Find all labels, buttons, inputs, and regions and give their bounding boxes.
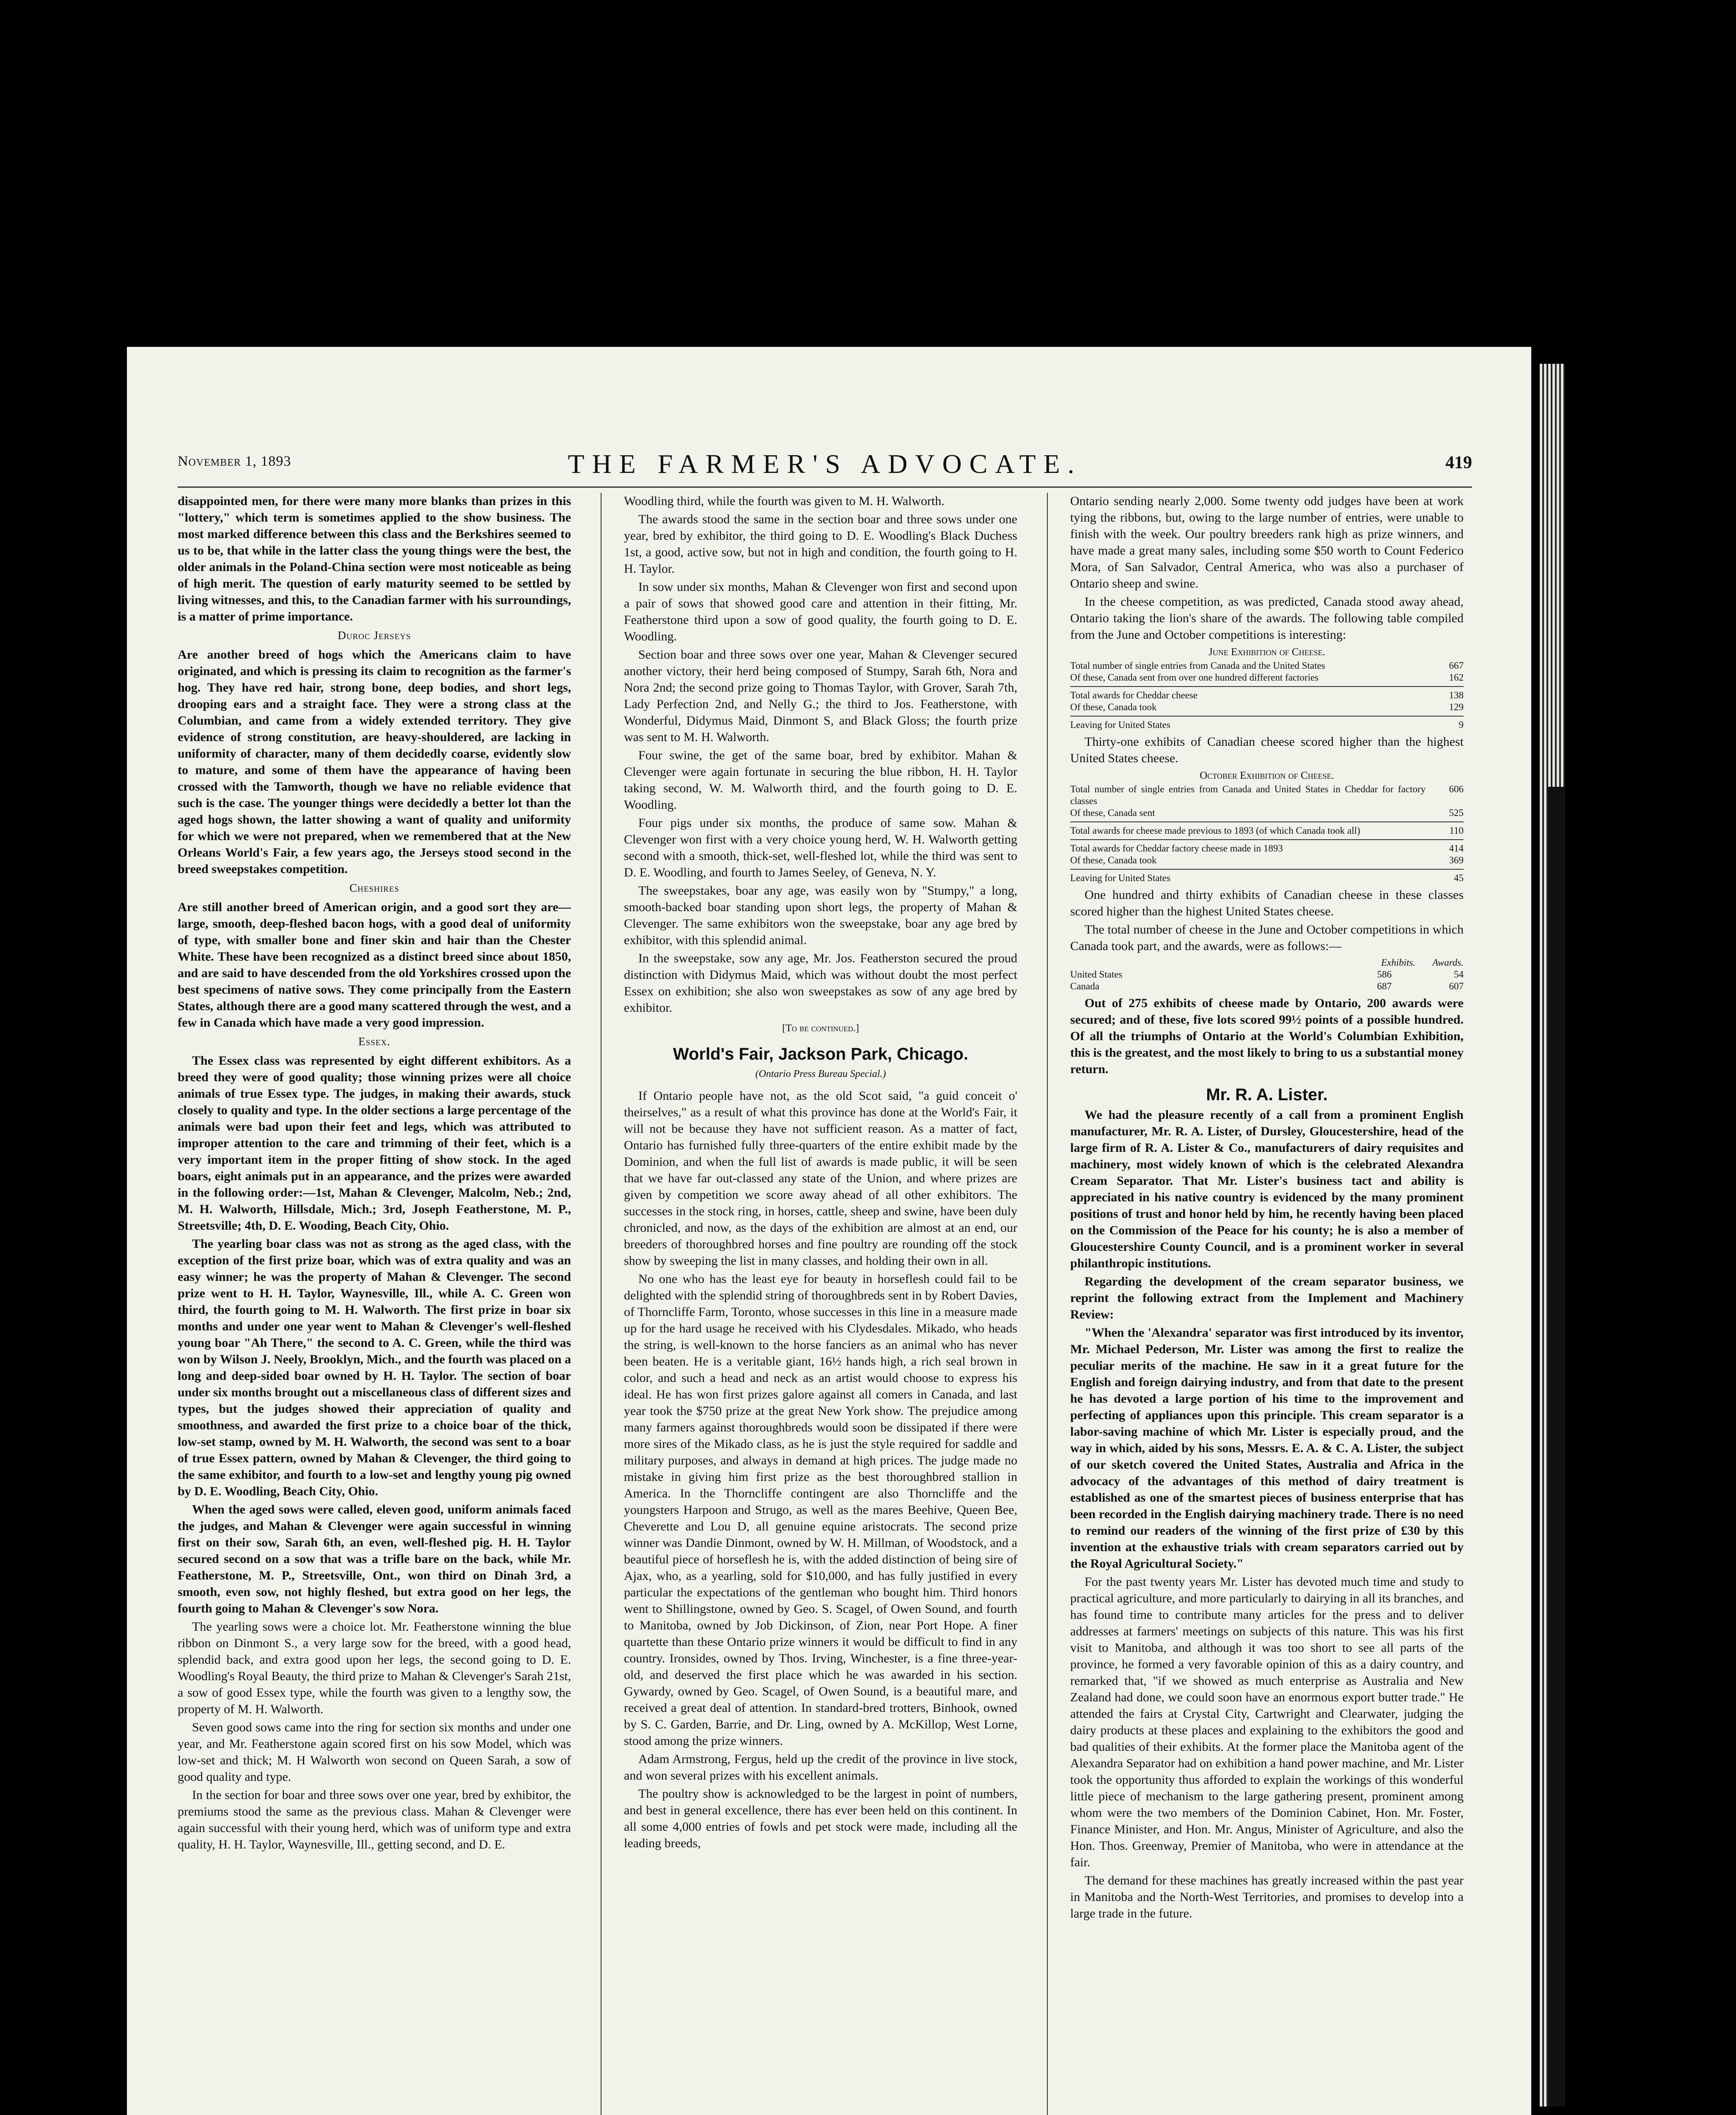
paragraph: Are another breed of hogs which the Americans claim to have originated, and which is pressing its claim to recognition as the farmer's hog. They have red hair, strong bone, deep bodies, and short legs, drooping ears and a straight face. They were a strong class at the Columbian, and came from a widely extended territory. They give evidence of strong constitution, are heavy-shouldered, are lacking in uniformity of character, many of them decidedly coarse, evidently slow to mature, and some of them have the appearance of having been crossed with the Tamworth, though we have no reliable evidence that such is the case. The younger things were decidedly a better lot than the aged hogs shown, the latter showing a want of quality and uniformity for which we were not prepared, when we remembered that at the New Orleans World's Fair, a few years ago, the Jerseys stood second in the breed sweepstakes competition. (178, 648, 571, 876)
row-label: Of these, Canada took (1070, 702, 1157, 712)
row-label: Total awards for Cheddar factory cheese made in 1893 (1070, 843, 1283, 854)
paragraph: Four pigs under six months, the produce of same sow. Mahan & Clevenger won first with a very choice young herd, W. H. Walworth getting second with a smooth, thick-set, well-fleshed lot, while the third was sent to D. E. Woodling, and fourth to James Seeley, of Geneva, N. Y. (624, 816, 1017, 879)
paragraph: The total number of cheese in the June and October competitions in which Canada took part, and the awards, were as follows:— (1070, 923, 1464, 953)
paragraph: The Essex class was represented by eight different exhibitors. As a breed they were of good quality; those winning prizes were all choice animals of true Essex type. The judges, in making their awards, stuck closely to quality and type. In the older sections a large percentage of the animals were bad upon their feet and legs, which was attributed to improper attention to the care and trimming of their feet, which is a very important item in the proper fitting of show stock. In the aged boars, eight animals put in an appearance, and the prizes were awarded in the following order:—1st, Mahan & Clevenger, Malcolm, Neb.; 2nd, M. H. Walworth, Hillsdale, Mich.; 3rd, Joseph Featherstone, M. P., Streetsville; 4th, D. E. Wooding, Beach City, Ohio. (178, 1054, 571, 1233)
masthead-rule (178, 486, 1472, 488)
row-label: Total awards for cheese made previous to 1893 (of which Canada took all) (1070, 825, 1360, 836)
paragraph: The demand for these machines has greatly increased within the past year in Manitoba and the North-West Territories, and promises to develop into a large trade in the future. (1070, 1873, 1464, 1920)
awards-value: 607 (1449, 981, 1464, 992)
paragraph: Are still another breed of American origin, and a good sort they are—large, smooth, deep-fleshed bacon hogs, with a good deal of uniformity of type, with smaller bone and finer skin and hair than the Chester White. These have been recognized as a distinct breed since about 1850, and are said to have descended from the old Yorkshires crossed upon the best specimens of native sows. They come principally from the Eastern States, although there are a good many scattered through the west, and a few in Canada which have made a very good impression. (178, 900, 571, 1030)
row-values (1354, 969, 1464, 981)
page-edge-shadow (1548, 787, 1565, 2107)
paragraph: The sweepstakes, boar any age, was easily won by "Stumpy," a long, smooth-backed boar standing upon short legs, the property of Mahan & Clevenger. The same exhibitors won the sweepstake, boar any age bred by exhibitor, with this splendid animal. (624, 884, 1017, 947)
paragraph: In the sweepstake, sow any age, Mr. Jos. Featherston secured the proud distinction with Didymus Maid, which was without doubt the most perfect Essex on exhibition; she also won sweepstakes as sow of any age bred by exhibitor. (624, 951, 1017, 1015)
paragraph: "When the 'Alexandra' separator was first introduced by its inventor, Mr. Michael Pederson, Mr. Lister was among the first to realize the peculiar merits of the machine. He saw in it a great future for the English and foreign dairying industry, and from that date to the present he has devoted a large portion of his time to the improvement and perfecting of appliances upon this principle. This cream separator is a labor-saving machine of which Mr. Lister is especially proud, and the way in which, aided by his sons, Messrs. E. A. & C. A. Lister, the subject of our sketch covered the United States, Australia and Africa in the advocacy of the advantages of this method of dairy treatment is established as one of the smartest pieces of business enterprise that has been recorded in the English dairying machinery trade. There is no need to remind our readers of the winning of the first prize of £30 by this invention at the exhaustive trials with cream separators carried out by the Royal Agricultural Society." (1070, 1326, 1464, 1571)
row-value: 138 (1449, 690, 1464, 700)
row-value: 9 (1459, 720, 1464, 730)
masthead (178, 448, 1472, 482)
row-value: 129 (1449, 702, 1464, 712)
column-1 (178, 493, 571, 2115)
awards-value: 54 (1454, 969, 1464, 980)
october-cheese-table (1070, 770, 1464, 884)
row-value: 525 (1449, 808, 1464, 818)
section-heading-cheshires: Cheshires (349, 882, 399, 894)
row-label: Total number of single entries from Canada and United States in Cheddar for factory classes (1070, 784, 1426, 806)
table-rule (1070, 716, 1464, 717)
paragraph: The yearling sows were a choice lot. Mr. Featherstone winning the blue ribbon on Dinmont S., a very large sow for the breed, with a good head, splendid back, and extra good upon her legs, the second going to D. E. Woodling's Royal Beauty, the third prize to Mahan & Clevenger's Sarah 21st, a sow of good Essex type, while the fourth was given to a lengthy sow, the property of M. H. Walworth. (178, 1620, 571, 1716)
paragraph: When the aged sows were called, eleven good, uniform animals faced the judges, and Mahan & Clevenger were again successful in winning first on their sow, Sarah 6th, an even, well-fleshed pig. H. H. Taylor secured second on a sow that was a trifle bare on the back, while Mr. Featherstone, M. P., Streetsville, Ont., won third on Dinah 3rd, a smooth, even sow, not highly fleshed, but extra good on her legs, the fourth going to Mahan & Clevenger's sow Nora. (178, 1502, 571, 1615)
cheese-totals-table (1070, 957, 1464, 992)
paragraph: Woodling third, while the fourth was given to M. H. Walworth. (624, 494, 945, 508)
table-row (1070, 825, 1464, 837)
table-row (1070, 872, 1464, 884)
table-caption: June Exhibition of Cheese. (1209, 646, 1325, 658)
table-row (1070, 719, 1464, 731)
table-row (1070, 701, 1464, 713)
row-values (1354, 981, 1464, 992)
row-value: 162 (1449, 672, 1464, 683)
row-label: Leaving for United States (1070, 873, 1170, 883)
paragraph: Regarding the development of the cream separator business, we reprint the following extract from the Implement and Machinery Review: (1070, 1274, 1464, 1321)
table-row (1070, 981, 1464, 992)
exhibits-value: 586 (1377, 969, 1392, 980)
article-byline: (Ontario Press Bureau Special.) (755, 1068, 886, 1079)
june-cheese-table (1070, 646, 1464, 731)
column-header: Exhibits. (1381, 957, 1416, 968)
paragraph: The poultry show is acknowledged to be the largest in point of numbers, and best in general excellence, there has ever been held on this continent. In all some 4,000 entries of fowls and pet stock were made, including all the leading breeds, (624, 1787, 1017, 1850)
newspaper-page (127, 347, 1531, 2115)
table-row (1070, 807, 1464, 819)
row-value: 110 (1449, 825, 1464, 836)
paragraph: Ontario sending nearly 2,000. Some twenty odd judges have been at work tying the ribbons, but, owing to the large number of entries, were unable to finish with the week. Our poultry breeders rank high as prize winners, and have made a great many sales, including some $50 worth to Count Federico Mora, of San Salvador, Central America, who was also a purchaser of Ontario sheep and swine. (1070, 494, 1464, 591)
column-header: Awards. (1432, 957, 1464, 968)
column-divider (601, 493, 602, 2115)
row-label: Canada (1070, 981, 1099, 992)
column-3 (1070, 493, 1464, 2115)
table-row (1070, 672, 1464, 684)
table-rule (1070, 839, 1464, 840)
table-rule (1070, 686, 1464, 687)
row-label: Of these, Canada took (1070, 855, 1157, 865)
row-label: Of these, Canada sent from over one hundred different factories (1070, 672, 1319, 683)
row-value: 414 (1449, 843, 1464, 854)
row-value: 667 (1449, 660, 1464, 671)
row-label: Total awards for Cheddar cheese (1070, 690, 1198, 700)
paragraph: The awards stood the same in the section boar and three sows under one year, bred by exhibitor, the third going to D. E. Woodling's Black Duchess 1st, a good, active sow, but not in high and condition, the fourth going to H. H. Taylor. (624, 512, 1017, 576)
exhibits-value: 687 (1377, 981, 1392, 992)
paragraph: No one who has the least eye for beauty in horseflesh could fail to be delighted with the splendid string of thoroughbreds sent in by Robert Davies, of Thorncliffe Farm, Toronto, whose successes in this line in a measure made up for the hard usage he received with his Clydesdales. Mikado, who heads the string, is well-known to the horse fanciers as an animal who has never been beaten. He is a veritable giant, 16½ hands high, a rich seal brown in color, and such a head and neck as an artist would choose to express his ideal. He has won first prizes galore against all comers in Canada, and last year took the $750 prize at the great New York show. The prejudice among many farmers against thoroughbreds would soon be dissipated if there were more sires of the Mikado class, as he is just the style required for saddle and military purposes, and always in demand at high prices. The judge made no mistake in giving him first prize as the best thoroughbred stallion in America. In the Thorncliffe contingent are also Thorncliffe and the youngsters Harpoon and Strugo, as well as the mares Beehive, Queen Bee, Cheverette and Lou D, all genuine equine aristocrats. The second prize winner was Dandie Dinmont, owned by W. H. Millman, of Woodstock, and a beautiful piece of horseflesh he is, with the added distinction of being sire of Ajax, who, as a yearling, sold for $10,000, and has fully justified in every particular the expectations of the gentleman who bought him. Third honors went to Shillingstone, owned by Geo. S. Scagel, of Owen Sound, and fourth to Manitoba, owned by Job Dickinson, of Zion, near Port Hope. A finer quartette than these Ontario prize winners it would be difficult to find in any country. Ironsides, owned by Thos. Irving, Winchester, is a fine three-year-old, and deserved the first place which he was awarded in his section. Gywardy, owned by Geo. Scagel, of Owen Sound, is a beautiful mare, and received a great deal of attention. In standard-bred trotters, Binhook, owned by S. C. Garden, Barrie, and Dr. Ling, owned by A. McKillop, West Lorne, stood among the prize winners. (624, 1272, 1017, 1748)
paragraph: For the past twenty years Mr. Lister has devoted much time and study to practical agriculture, and more particularly to dairying in all its branches, and has found time to contribute many articles for the press and to deliver addresses at farmers' meetings on subjects of this nature. This was his first visit to Manitoba, and although it was too short to see all parts of the province, he formed a very favorable opinion of this as a dairy country, and remarked that, "if we showed as much enterprise as Australia and New Zealand had done, we could soon have an enormous export butter trade." He attended the fairs at Crystal City, Cartwright and Clearwater, judging the dairy products at these places and explaining to the exhibitors the good and bad qualities of their exhibits. At the former place the Manitoba agent of the Alexandra Separator had on exhibition a hand power machine, and Mr. Lister took the opportunity thus afforded to explain the workings of this wonderful little piece of mechanism to the large gathering present, prominent among whom were the two members of the Dominion Cabinet, Hon. Mr. Foster, Finance Minister, and Hon. Mr. Angus, Minister of Agriculture, and also the Hon. Thos. Greenway, Premier of Manitoba, who were in attendance at the fair. (1070, 1575, 1464, 1869)
paragraph: Thirty-one exhibits of Canadian cheese scored higher than the highest United States cheese. (1070, 735, 1464, 765)
paragraph: disappointed men, for there were many more blanks than prizes in this "lottery," which term is sometimes applied to the show business. The most marked difference between this class and the Berkshires seemed to us to be, that while in the latter class the young things were the best, the older animals in the Poland-China section were most noticeable as being of high merit. The question of early maturity seemed to be settled by living witnesses, and this, to the Canadian farmer with his surroundings, is a matter of prime importance. (178, 494, 571, 624)
paragraph: The yearling boar class was not as strong as the aged class, with the exception of the first prize boar, which was of extra quality and was an easy winner; he was the property of Mahan & Clevenger. The second prize went to H. H. Taylor, Waynesville, Ill., while A. C. Green won third, the fourth going to M. H. Walworth. The first prize in boar six months and under one year went to Mahan & Clevenger's well-fleshed young boar "Ah There," the second to A. C. Green, while the third was won by Wilson J. Neely, Brooklyn, Mich., and the fourth was placed on a long and deep-sided boar owned by H. H. Taylor. The section of boar under six months brought out a miscellaneous class of different sizes and types, but the judges showed their appreciation of quality and smoothness, and awarded the first prize to a choice boar of the thick, low-set stamp, owned by M. H. Walworth, the second was sent to a boar of true Essex pattern, owned by Mahan & Clevenger, the third going to the same exhibitor, and fourth to a low-set and lengthy young pig owned by D. E. Woodling, Beach City, Ohio. (178, 1237, 571, 1498)
section-heading-duroc: Duroc Jerseys (338, 629, 411, 642)
paragraph: Section boar and three sows over one year, Mahan & Clevenger secured another victory, their herd being composed of Stumpy, Sarah 6th, Nora and Nora 2nd; the second prize going to Thomas Taylor, with Grover, Sarah 7th, Lady Perfection 2nd, and Nelly G.; the third to Jos. Featherstone, with Wonderful, Didymus Maid, Dinmont S, and Black Gloss; the fourth prize was sent to M. H. Walworth. (624, 648, 1017, 744)
table-row (1070, 843, 1464, 854)
table-rule (1070, 821, 1464, 822)
table-row (1070, 854, 1464, 866)
paragraph: We had the pleasure recently of a call from a prominent English manufacturer, Mr. R. A. Lister, of Dursley, Gloucestershire, head of the large firm of R. A. Lister & Co., manufacturers of dairy requisites and machinery, most widely known of which is the celebrated Alexandra Cream Separator. That Mr. Lister's business tact and ability is appreciated in his native country is evidenced by the many prominent positions of trust and honor held by him, he recently having been placed on the Commission of the Peace for his county; he is also a member of Gloucestershire County Council, and is a prominent worker in several philanthropic institutions. (1070, 1108, 1464, 1270)
paragraph: In sow under six months, Mahan & Clevenger won first and second upon a pair of sows that showed good care and attention in their fitting, Mr. Featherstone third upon a sow of good quality, the fourth going to D. E. Woodling. (624, 580, 1017, 643)
page-number: 419 (1445, 453, 1472, 472)
table-header (1070, 957, 1464, 969)
article-heading-worlds-fair: World's Fair, Jackson Park, Chicago. (673, 1045, 968, 1063)
table-row (1070, 783, 1464, 807)
table-row (1070, 660, 1464, 672)
row-label: Total number of single entries from Canada and the United States (1070, 660, 1325, 671)
paragraph: One hundred and thirty exhibits of Canadian cheese in these classes scored higher than the highest United States cheese. (1070, 888, 1464, 918)
column-2 (624, 493, 1017, 2115)
table-rule (1070, 869, 1464, 870)
paragraph: Adam Armstrong, Fergus, held up the credit of the province in live stock, and won several prizes with his excellent animals. (624, 1752, 1017, 1783)
paragraph: If Ontario people have not, as the old Scot said, "a guid conceit o' theirselves," as a result of what this province has done at the World's Fair, it will not be because they have not sufficient reason. As a matter of fact, Ontario has furnished fully three-quarters of the entire exhibit made by the Dominion, and when the full list of awards is made public, it will be seen that we have far out-classed any state of the Union, and where prizes are given by competition we score away ahead of all other exhibitors. The successes in the stock ring, in horses, cattle, sheep and swine, have been duly chronicled, and now, as the days of the exhibition are almost at an end, our breeders of thoroughbred horses and fine poultry are rounding off the stock show by sweeping the list in many classes, and holding their own in all. (624, 1089, 1017, 1268)
row-value: 45 (1454, 873, 1464, 883)
section-heading-essex: Essex. (358, 1035, 390, 1048)
row-label: United States (1070, 969, 1123, 980)
table-row (1070, 969, 1464, 981)
paragraph: Seven good sows came into the ring for section six months and under one year, and Mr. Featherstone again scored first on his sow Model, which was low-set and thick; M. H Walworth won second on Queen Sarah, a sow of good quality and type. (178, 1720, 571, 1784)
paragraph: In the section for boar and three sows over one year, bred by exhibitor, the premiums stood the same as the previous class. Mahan & Clevenger were again successful with their young herd, which was of uniform type and extra quality, H. H. Taylor, Waynesville, Ill., getting second, and D. E. (178, 1788, 571, 1851)
column-divider (1047, 493, 1048, 2115)
paragraph: Out of 275 exhibits of cheese made by Ontario, 200 awards were secured; and of these, five lots scored 99½ points of a possible hundred. Of all the triumphs of Ontario at the World's Columbian Exhibition, this is the greatest, and the most likely to bring to us a substantial money return. (1070, 996, 1464, 1076)
row-label: Leaving for United States (1070, 720, 1170, 730)
paragraph: In the cheese competition, as was predicted, Canada stood away ahead, Ontario taking the lion's share of the awards. The following table compiled from the June and October competitions is interesting: (1070, 595, 1464, 642)
table-row (1070, 689, 1464, 701)
paragraph: Four swine, the get of the same boar, bred by exhibitor. Mahan & Clevenger were again fortunate in securing the blue ribbon, H. H. Taylor taking second, W. M. Walworth third, and the fourth going to D. E. Woodling. (624, 748, 1017, 812)
row-value: 606 (1449, 784, 1464, 794)
article-heading-lister: Mr. R. A. Lister. (1206, 1085, 1328, 1104)
table-caption: October Exhibition of Cheese. (1200, 770, 1334, 781)
row-label: Of these, Canada sent (1070, 808, 1155, 818)
continued-notice: [To be continued.] (782, 1023, 859, 1034)
issue-date: November 1, 1893 (178, 453, 291, 469)
publication-title: THE FARMER'S ADVOCATE. (568, 449, 1082, 479)
row-value: 369 (1449, 855, 1464, 865)
